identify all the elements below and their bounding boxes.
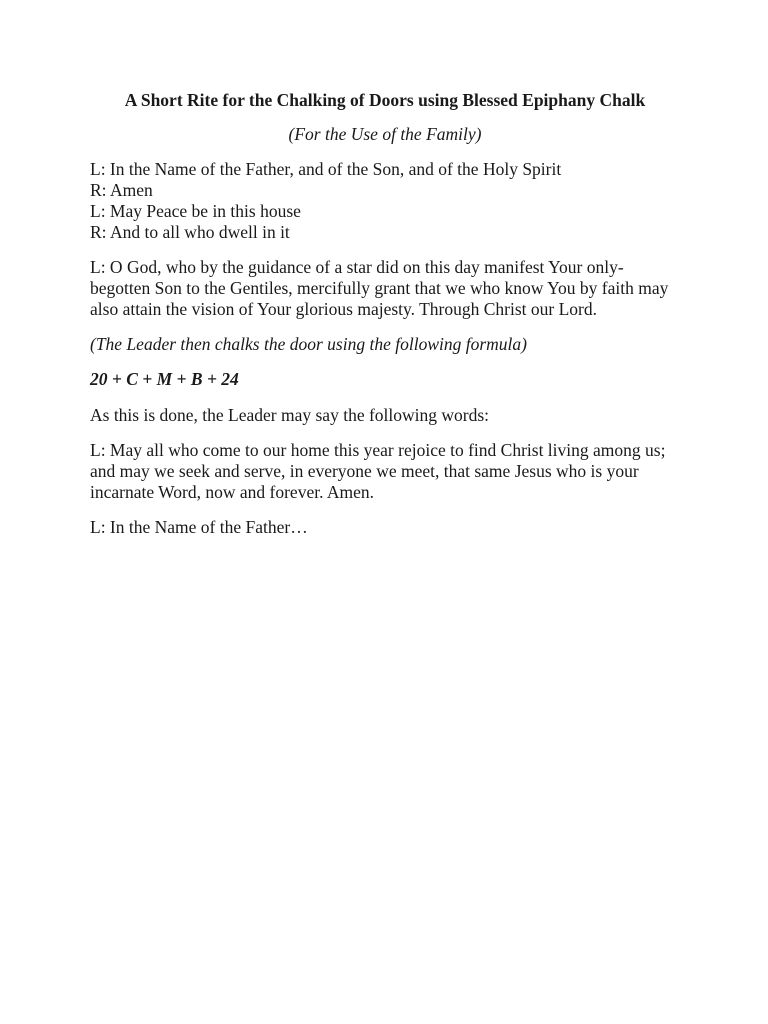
chalk-rubric: (The Leader then chalks the door using the following formula) — [90, 334, 527, 354]
dialogue-line: R: Amen — [90, 180, 153, 200]
closing-line: L: In the Name of the Father… — [90, 517, 308, 537]
dialogue-line: L: May Peace be in this house — [90, 201, 301, 221]
instruction-text: As this is done, the Leader may say the following words: — [90, 405, 490, 425]
document-page — [90, 90, 680, 552]
collect-prayer: L: O God, who by the guidance of a star did on this day manifest Your only-begotten Son to the Gentiles, mercifully grant that we who know You by faith may also attain the vision of Your glorious majesty. Through Christ our Lord. — [90, 257, 669, 319]
chalk-formula: 20 + C + M + B + 24 — [90, 369, 239, 389]
dialogue-line: L: In the Name of the Father, and of the Son, and of the Holy Spirit — [90, 159, 562, 179]
blessing-prayer: L: May all who come to our home this year rejoice to find Christ living among us; and may we seek and serve, in everyone we meet, that same Jesus who is your incarnate Word, now and forever. Amen. — [90, 440, 666, 502]
document-title: A Short Rite for the Chalking of Doors using Blessed Epiphany Chalk — [124, 90, 646, 110]
document-subtitle: (For the Use of the Family) — [288, 124, 482, 144]
dialogue-line: R: And to all who dwell in it — [90, 222, 290, 242]
